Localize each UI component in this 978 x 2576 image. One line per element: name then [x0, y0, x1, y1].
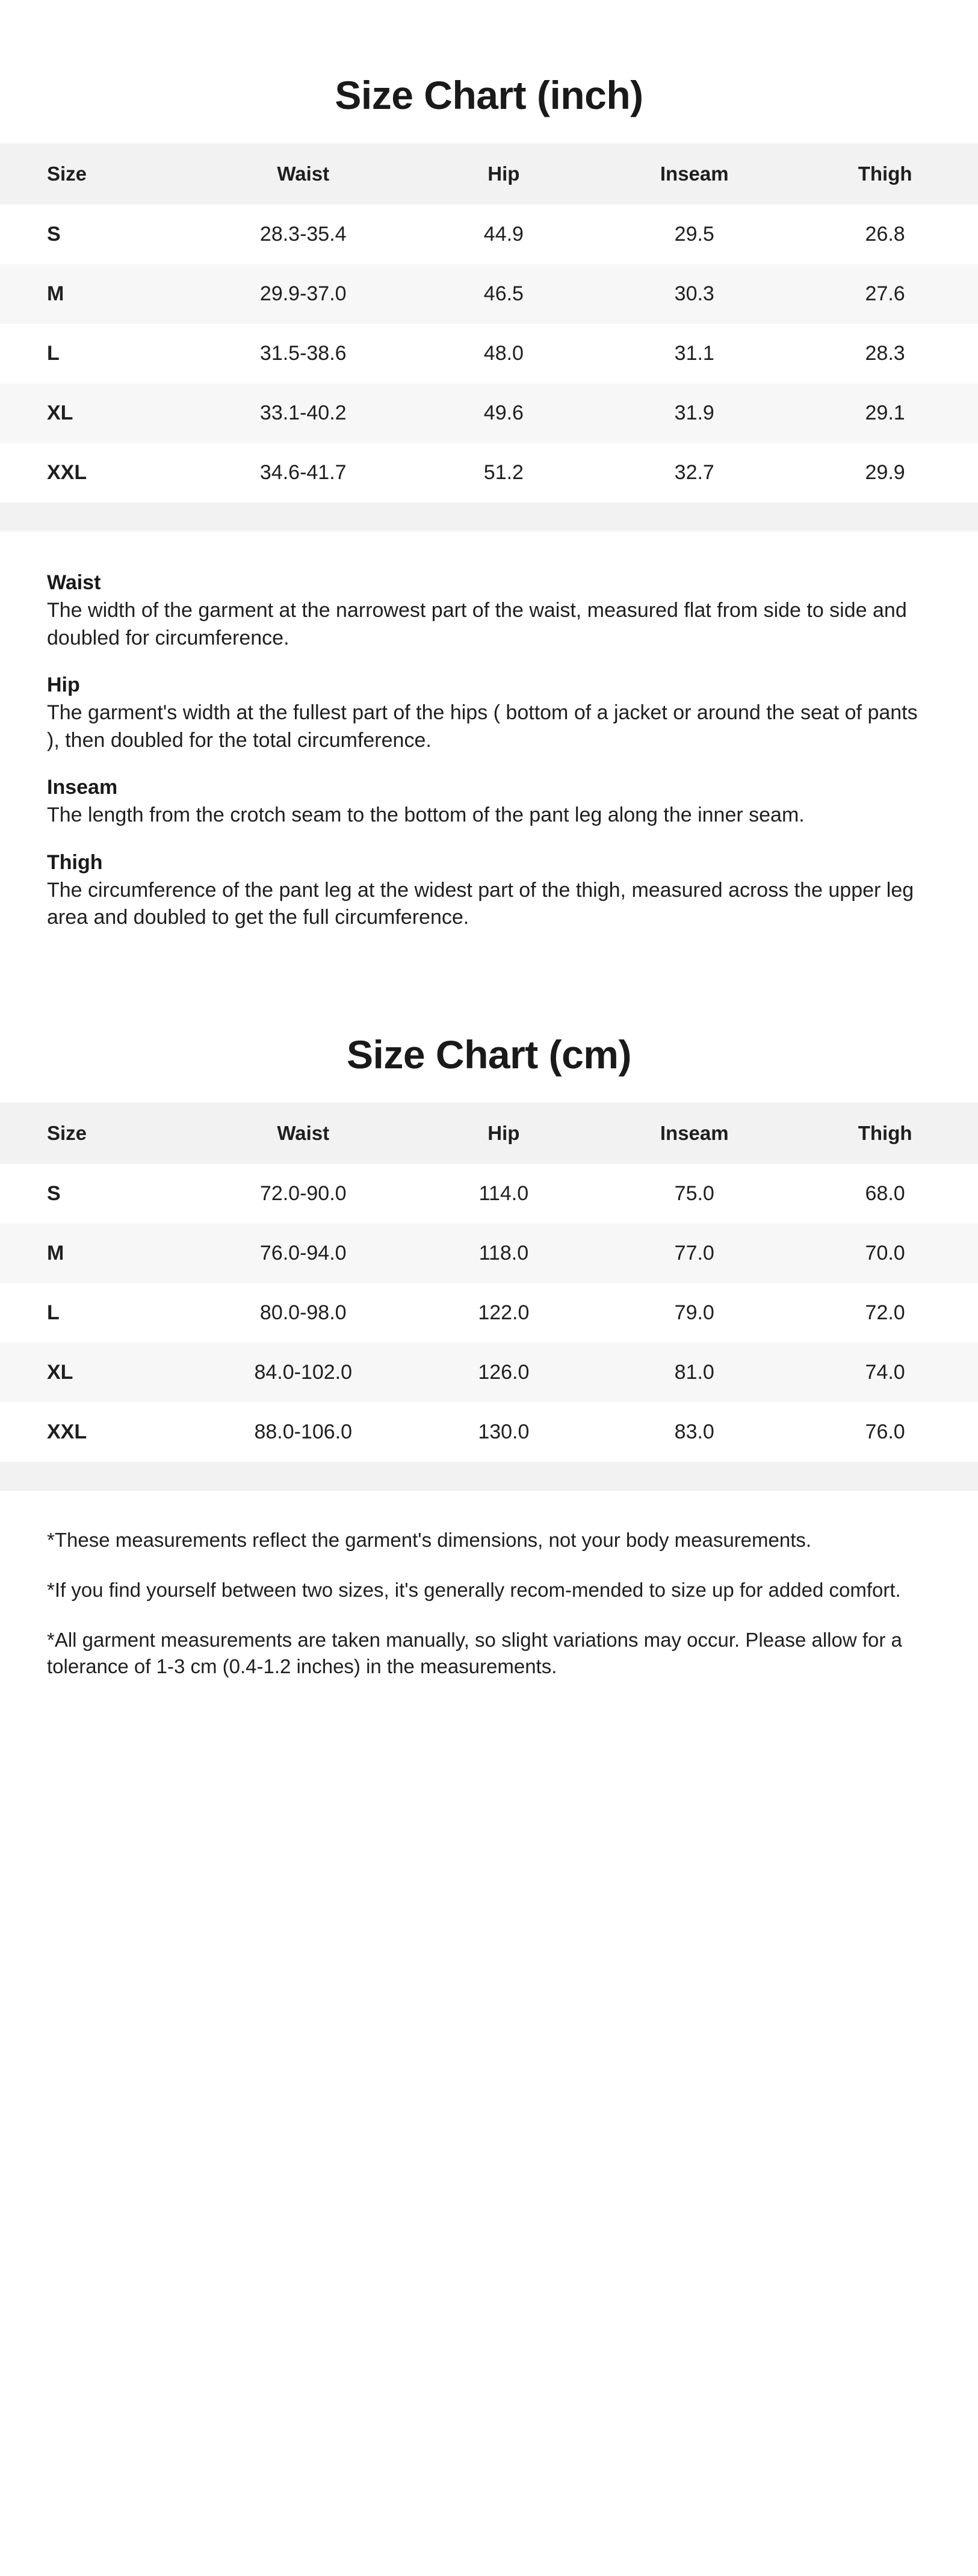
- footnote: *These measurements reflect the garment's dimensions, not your body measurements.: [47, 1528, 812, 1551]
- cell-thigh: 28.3: [865, 342, 905, 365]
- column-header-hip: Hip: [411, 143, 597, 205]
- cell-waist: 28.3-35.4: [259, 223, 347, 246]
- definition-text: The circumference of the pant leg at the widest part of the thigh, measured across the upper leg area and doubled to get the full circumference.: [47, 878, 914, 929]
- cell-size: XL: [0, 383, 196, 443]
- column-header-thigh: Thigh: [792, 143, 978, 205]
- cell-inseam: 83.0: [674, 1420, 714, 1443]
- table-row: [0, 443, 978, 503]
- cell-inseam: 81.0: [596, 1343, 792, 1402]
- column-header-size: Size: [0, 143, 196, 205]
- cell-waist: 33.1-40.2: [196, 383, 411, 443]
- cell-hip: 48.0: [483, 342, 524, 365]
- definition-text: The width of the garment at the narrowest part of the waist, measured flat from side to side and doubled for circumference.: [47, 599, 907, 649]
- cell-waist: 29.9-37.0: [196, 264, 411, 324]
- size-table-inch: [0, 143, 978, 503]
- definition-term: Hip: [47, 673, 80, 697]
- definition-waist: [47, 571, 931, 652]
- cell-hip: 44.9: [483, 223, 524, 246]
- column-header-inseam: Inseam: [596, 1103, 792, 1164]
- cell-thigh: 26.8: [865, 223, 905, 246]
- definition-text: The length from the crotch seam to the bottom of the pant leg along the inner seam.: [47, 803, 805, 827]
- table-row: [0, 1402, 978, 1462]
- cell-thigh: 76.0: [865, 1420, 905, 1443]
- table-row: [0, 383, 978, 443]
- column-header-waist: Waist: [196, 1103, 411, 1164]
- cell-size: L: [47, 1301, 60, 1324]
- column-header-hip: Hip: [411, 1103, 597, 1164]
- definition-term: Waist: [47, 571, 101, 594]
- cell-waist: 76.0-94.0: [196, 1224, 411, 1283]
- cell-thigh: 70.0: [792, 1224, 978, 1283]
- size-table-inch-body: [0, 205, 978, 503]
- cell-hip: 114.0: [478, 1181, 529, 1205]
- cell-size: M: [0, 264, 196, 324]
- definition-term: Thigh: [47, 850, 103, 874]
- cell-size: S: [47, 1181, 61, 1205]
- cell-waist: 31.5-38.6: [259, 342, 347, 365]
- cell-waist: 80.0-98.0: [259, 1301, 347, 1324]
- cell-size: S: [47, 223, 61, 246]
- table-row: [0, 264, 978, 324]
- cell-waist: 72.0-90.0: [259, 1181, 347, 1205]
- cell-hip: 118.0: [411, 1224, 597, 1283]
- cell-waist: 34.6-41.7: [259, 461, 347, 484]
- cell-size: L: [47, 342, 60, 365]
- cell-inseam: 30.3: [596, 264, 792, 324]
- cell-size: XL: [0, 1343, 196, 1402]
- cell-inseam: 75.0: [674, 1181, 714, 1205]
- cell-inseam: 31.9: [596, 383, 792, 443]
- cell-thigh: 74.0: [792, 1343, 978, 1402]
- definition-text: The garment's width at the fullest part of the hips ( bottom of a jacket or around the seat of pants ), then doubled for the total circumference.: [47, 701, 918, 752]
- column-header-inseam: Inseam: [596, 143, 792, 205]
- definition-inseam: [47, 776, 931, 829]
- page-title-cm: Size Chart (cm): [347, 1032, 631, 1077]
- cell-size: M: [0, 1224, 196, 1283]
- size-table-inch-header: [0, 143, 978, 205]
- cell-hip: 126.0: [411, 1343, 597, 1402]
- cell-thigh: 68.0: [865, 1181, 905, 1205]
- size-table-cm: [0, 1103, 978, 1462]
- footnote: *All garment measurements are taken manually, so slight variations may occur. Please allow for a tolerance of 1-3 cm (0.4-1.2 inches) in the measurements.: [47, 1628, 902, 1678]
- table-header-row: [0, 1103, 978, 1164]
- table-header-row: [0, 143, 978, 205]
- table-row: [0, 205, 978, 264]
- footnote: *If you find yourself between two sizes, it's generally recom-mended to size up for added comfort.: [47, 1578, 901, 1601]
- column-header-size: Size: [0, 1103, 196, 1164]
- cell-hip: 46.5: [411, 264, 597, 324]
- table-row: [0, 1224, 978, 1283]
- cell-hip: 51.2: [483, 461, 524, 484]
- section-divider-band: [0, 503, 978, 531]
- column-header-thigh: Thigh: [792, 1103, 978, 1164]
- cell-waist: 84.0-102.0: [196, 1343, 411, 1402]
- cell-inseam: 32.7: [674, 461, 714, 484]
- cell-inseam: 79.0: [674, 1301, 714, 1324]
- cell-thigh: 29.9: [865, 461, 905, 484]
- cell-waist: 88.0-106.0: [254, 1420, 353, 1443]
- definition-thigh: [47, 851, 931, 932]
- table-row: [0, 1343, 978, 1402]
- table-row: [0, 1164, 978, 1224]
- cell-thigh: 29.1: [792, 383, 978, 443]
- cell-thigh: 27.6: [792, 264, 978, 324]
- cell-hip: 130.0: [478, 1420, 530, 1443]
- cell-size: XXL: [47, 1420, 87, 1443]
- cell-size: XXL: [47, 461, 87, 484]
- definition-hip: [47, 673, 931, 754]
- footnotes: [0, 1491, 978, 1681]
- cell-hip: 49.6: [411, 383, 597, 443]
- cell-inseam: 29.5: [674, 223, 714, 246]
- cell-thigh: 72.0: [865, 1301, 905, 1324]
- definition-term: Inseam: [47, 776, 118, 799]
- column-header-waist: Waist: [196, 143, 411, 205]
- cell-hip: 122.0: [478, 1301, 530, 1324]
- section-divider-band-2: [0, 1462, 978, 1491]
- measurement-definitions: [0, 531, 978, 932]
- page-title-inch: Size Chart (inch): [335, 73, 643, 117]
- cell-inseam: 31.1: [674, 342, 714, 365]
- table-row: [0, 1283, 978, 1343]
- size-table-cm-body: [0, 1164, 978, 1462]
- cell-inseam: 77.0: [596, 1224, 792, 1283]
- size-table-cm-header: [0, 1103, 978, 1164]
- table-row: [0, 324, 978, 383]
